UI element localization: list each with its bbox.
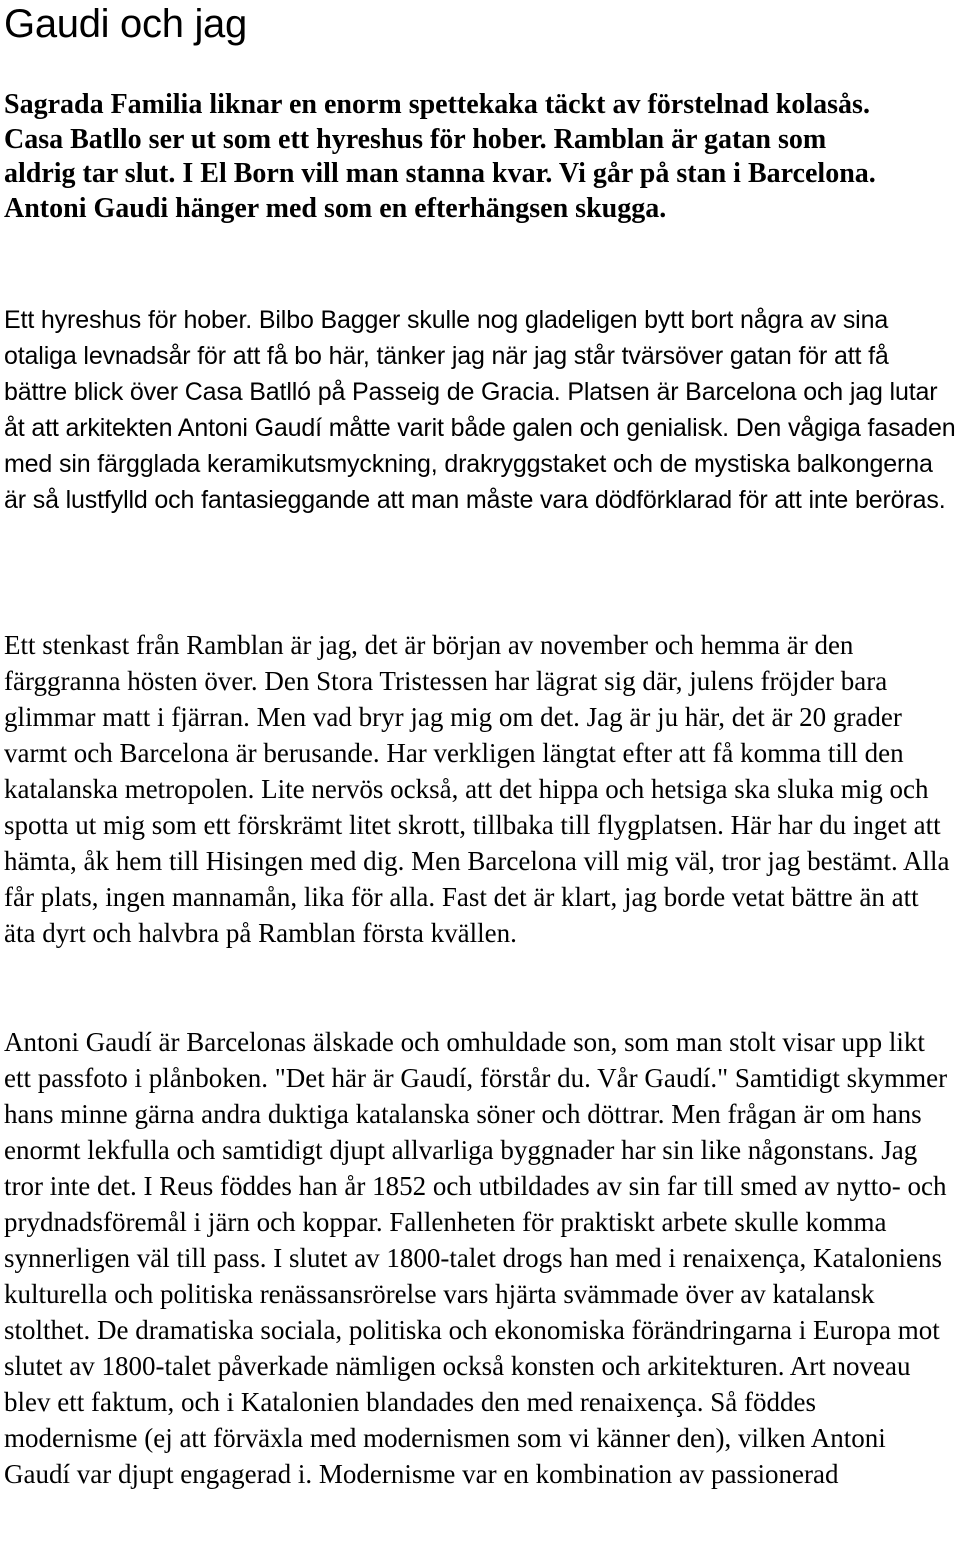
document-page <box>4 0 956 1489</box>
body-paragraph-ramblan: Ett stenkast från Ramblan är jag, det är början av november och hemma är den färggranna hösten över. Den Stora Tristessen har lägrat sig där, julens fröjder bara glimmar matt i fjärran. Men vad bryr jag mig om det. Jag är ju här, det är 20 grader varmt och Barcelona är berusande. Har verkligen längtat efter att få komma till den katalanska metropolen. Lite nervös också, att det hippa och hetsiga ska sluka mig och spotta ut mig som ett förskrämt litet skrott, tillbaka till flygplatsen. Här har du inget att hämta, åk hem till Hisingen med dig. Men Barcelona vill mig väl, tror jag bestämt. Alla får plats, ingen mannamån, lika för alla. Fast det är klart, jag borde vetat bättre än att äta dyrt och halvbra på Ramblan första kvällen. <box>4 630 950 948</box>
intro-paragraph: Sagrada Familia liknar en enorm spettekaka täckt av förstelnad kolasås. Casa Batllo ser ut som ett hyreshus för hober. Ramblan är gatan som aldrig tar slut. I El Born vill man stanna kvar. Vi går på stan i Barcelona. Antoni Gaudi hänger med som en efterhängsen skugga. <box>4 89 876 224</box>
body-paragraph-casa-batllo: Ett hyreshus för hober. Bilbo Bagger skulle nog gladeligen bytt bort några av sina otaliga levnadsår för att få bo här, tänker jag när jag står tvärsöver gatan för att få bättre blick över Casa Batlló på Passeig de Gracia. Platsen är Barcelona och jag lutar åt att arkitekten Antoni Gaudí måtte varit både galen och genialisk. Den vågiga fasaden med sin färgglada keramikutsmyckning, drakryggstaket och de mystiska balkongerna är så lustfylld och fantasieggande att man måste vara dödförklarad för att inte beröras. <box>4 306 956 514</box>
page-title: Gaudi och jag <box>4 2 247 46</box>
body-paragraph-gaudi-biography: Antoni Gaudí är Barcelonas älskade och omhuldade son, som man stolt visar upp likt ett passfoto i plånboken. "Det här är Gaudí, förstår du. Vår Gaudí." Samtidigt skymmer hans minne gärna andra duktiga katalanska söner och döttrar. Men frågan är om hans enormt lekfulla och samtidigt djupt allvarliga byggnader har sin like någonstans. Jag tror inte det. I Reus föddes han år 1852 och utbildades av sin far till smed av nytto- och prydnadsföremål i järn och koppar. Fallenheten för praktiskt arbete skulle komma synnerligen väl till pass. I slutet av 1800-talet drogs han med i renaixença, Kataloniens kulturella och politiska renässansrörelse vars hjärta svämmade över av katalansk stolthet. De dramatiska sociala, politiska och ekonomiska förändringarna i Europa mot slutet av 1800-talet påverkade nämligen också konsten och arkitekturen. Art noveau blev ett faktum, och i Katalonien blandades den med renaixença. Så föddes modernisme (ej att förväxla med modernismen som vi känner den), vilken Antoni Gaudí var djupt engagerad i. Modernisme var en kombination av passionerad <box>4 1027 948 1489</box>
